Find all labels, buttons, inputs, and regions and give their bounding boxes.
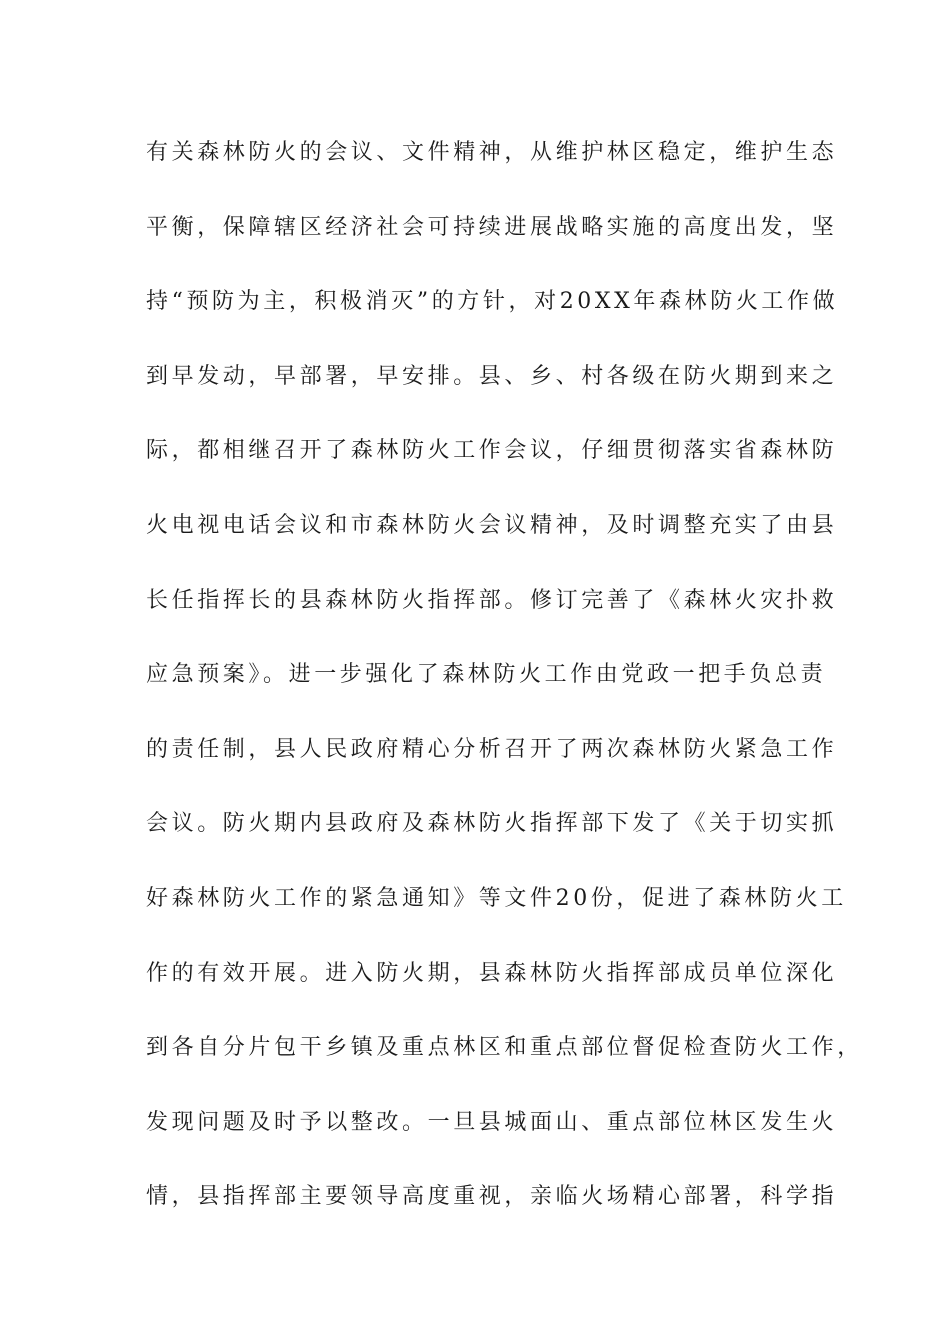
text-line-9: 的责任制，县人民政府精心分析召开了两次森林防火紧急工作 [146, 736, 838, 762]
text-line-15: 情，县指挥部主要领导高度重视，亲临火场精心部署，科学指 [146, 1184, 838, 1210]
text-line-4: 到早发动，早部署，早安排。县、乡、村各级在防火期到来之 [146, 363, 838, 389]
text-line-8: 应急预案》。进一步强化了森林防火工作由党政一把手负总责 [146, 662, 827, 688]
text-line-14: 发现问题及时予以整改。一旦县城面山、重点部位林区发生火 [146, 1109, 838, 1135]
text-line-12: 作的有效开展。进入防火期，县森林防火指挥部成员单位深化 [146, 960, 838, 986]
text-line-2: 平衡，保障辖区经济社会可持续进展战略实施的高度出发，坚 [146, 214, 838, 240]
text-line-6: 火电视电话会议和市森林防火会议精神，及时调整充实了由县 [146, 512, 838, 538]
body-text [146, 131, 863, 1250]
text-line-5: 际，都相继召开了森林防火工作会议，仔细贯彻落实省森林防 [146, 438, 838, 464]
text-line-3: 持“预防为主，积极消灭”的方针，对20XX年森林防火工作做 [146, 289, 839, 315]
text-line-7: 长任指挥长的县森林防火指挥部。修订完善了《森林火灾扑救 [146, 587, 838, 613]
text-line-10: 会议。防火期内县政府及森林防火指挥部下发了《关于切实抓 [146, 811, 838, 837]
text-line-1: 有关森林防火的会议、文件精神，从维护林区稳定，维护生态 [146, 140, 838, 165]
text-line-11: 好森林防火工作的紧急通知》等文件20份，促进了森林防火工 [146, 885, 847, 911]
text-line-13: 到各自分片包干乡镇及重点林区和重点部位督促检查防火工作， [146, 1035, 863, 1061]
